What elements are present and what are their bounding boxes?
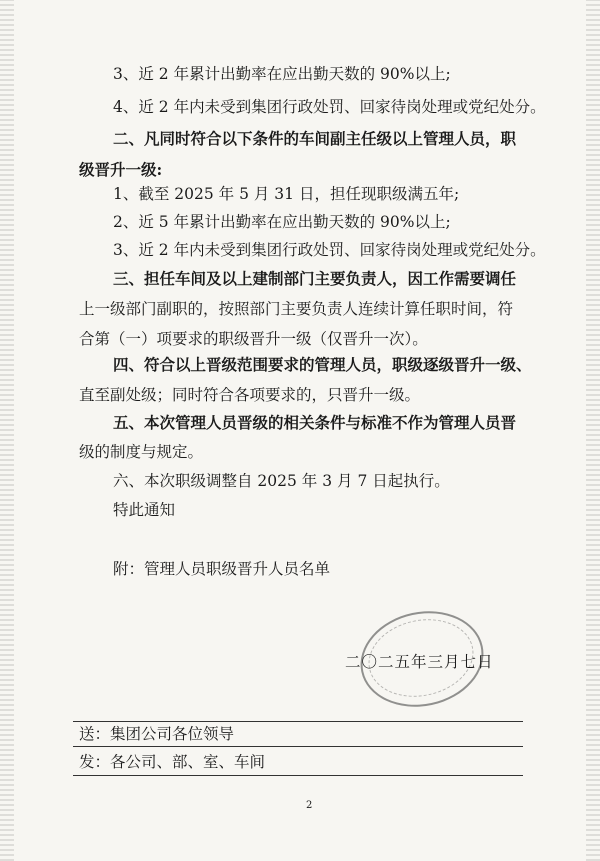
body-line-15: 六、本次职级调整自 2025 年 3 月 7 日起执行。	[113, 472, 450, 490]
page-number: 2	[306, 800, 313, 811]
body-line-3: 二、凡同时符合以下条件的车间副主任级以上管理人员，职	[113, 129, 517, 148]
send-to-line: 送：集团公司各位领导	[79, 725, 235, 743]
body-line-12: 直至副处级；同时符合各项要求的，只晋升一级。	[79, 386, 421, 404]
body-line-14: 级的制度与规定。	[79, 443, 204, 461]
scan-edge-left	[0, 0, 14, 861]
body-line-6: 2、近 5 年累计出勤率在应出勤天数的 90%以上;	[113, 213, 451, 231]
scan-edge-right	[586, 0, 600, 861]
issue-to-line: 发：各公司、部、室、车间	[79, 753, 266, 771]
body-line-8: 三、担任车间及以上建制部门主要负责人，因工作需要调任	[113, 269, 517, 288]
body-line-5: 1、截至 2025 年 5 月 31 日，担任现职级满五年;	[113, 185, 460, 203]
body-line-13: 五、本次管理人员晋级的相关条件与标准不作为管理人员晋	[113, 413, 517, 432]
body-line-4: 级晋升一级:	[79, 160, 163, 179]
rule-bottom	[73, 775, 523, 776]
rule-top	[73, 721, 523, 722]
body-line-2: 4、近 2 年内未受到集团行政处罚、回家待岗处理或党纪处分。	[113, 98, 546, 116]
body-line-10: 合第（一）项要求的职级晋升一级（仅晋升一次）。	[79, 330, 428, 348]
signature-date: 二〇二五年三月七日	[345, 653, 494, 671]
attachment-line: 附：管理人员职级晋升人员名单	[113, 560, 331, 578]
body-line-9: 上一级部门副职的，按照部门主要负责人连续计算任职时间，符	[79, 300, 514, 318]
notice-closing: 特此通知	[113, 501, 176, 519]
body-line-1: 3、近 2 年累计出勤率在应出勤天数的 90%以上;	[113, 65, 451, 83]
body-line-7: 3、近 2 年内未受到集团行政处罚、回家待岗处理或党纪处分。	[113, 241, 546, 259]
rule-middle	[73, 746, 523, 747]
body-line-11: 四、符合以上晋级范围要求的管理人员，职级逐级晋升一级、	[113, 355, 532, 374]
